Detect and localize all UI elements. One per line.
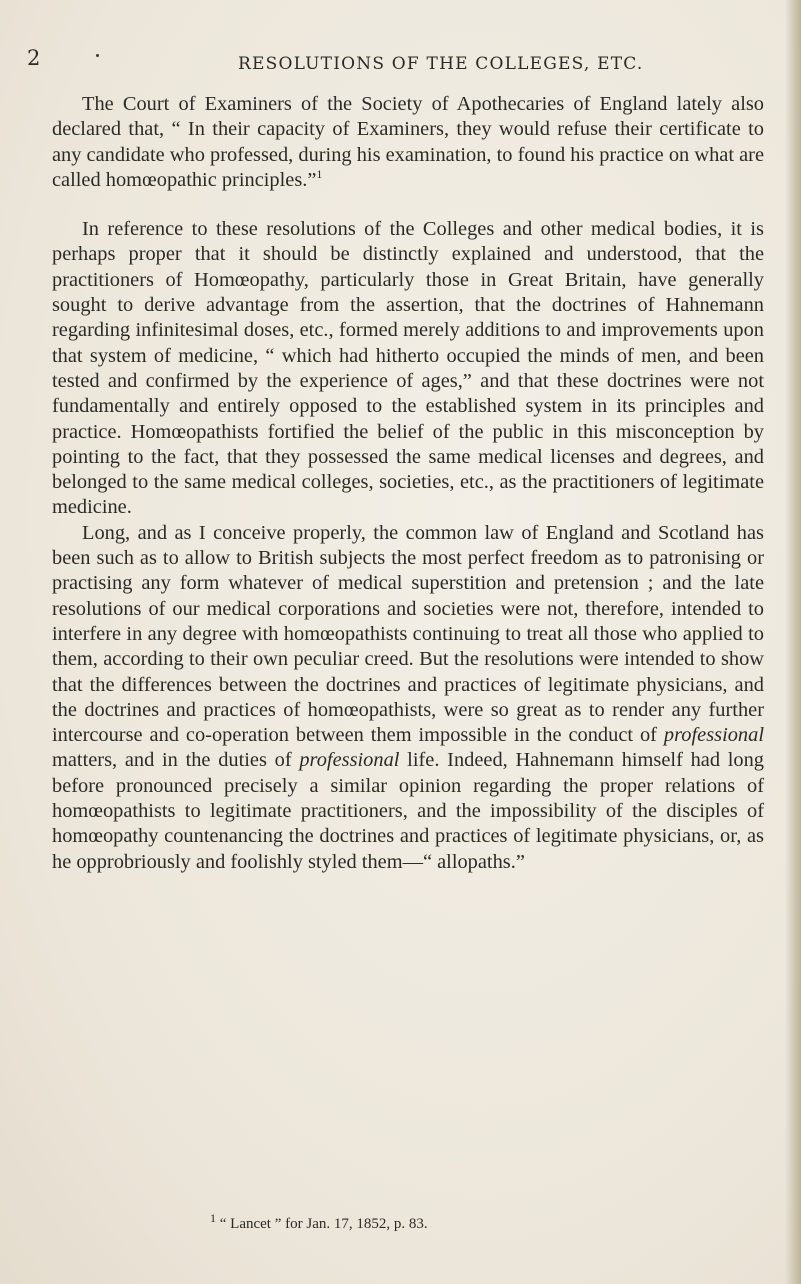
emphasis-professional: professional: [299, 749, 400, 772]
paragraph-resolutions: In reference to these resolutions of the Colleges and other medical bodies, it is perhaps proper that it should be distinctly explained and understood, that the practitioners of Homœopathy, particularly those in Great Britain, have generally sought to derive advantage from the assertion, that the doctrines of Hahnemann regarding infinitesimal doses, etc., formed merely additions to and improvements upon that system of medicine, “ which had hitherto occupied the minds of men, and been tested and confirmed by the experience of ages,” and that these doctrines were not fundamentally and entirely opposed to the established system in its principles and practice. Homœopathists fortified the belief of the public in this misconception by pointing to the fact, that they possessed the same medical licenses and degrees, and belonged to the same medical colleges, societies, etc., as the practitioners of legitimate medicine.: [52, 218, 764, 519]
page-number: 2: [27, 46, 41, 70]
footnote-text: “ Lancet ” for Jan. 17, 1852, p. 83.: [219, 1216, 428, 1232]
paragraph-text: matters, and in the duties of: [52, 749, 292, 772]
emphasis-professional: professional: [663, 724, 764, 747]
running-head: RESOLUTIONS OF THE COLLEGES, ETC.: [238, 54, 644, 74]
header-dot: [96, 54, 99, 57]
paragraph-common-law: [52, 521, 764, 875]
page-header: [0, 46, 801, 76]
paragraph-text: The Court of Examiners of the Society of Apothecaries of England lately also declared that, “ In their capacity of Examiners, they would refuse their certificate to any candidate who professed, during his examination, to found his practice on what are called homœopathic principles.”: [52, 93, 764, 191]
footnote-marker: 1: [316, 167, 323, 182]
paragraph-text: life. Indeed, Hahnemann himself had long before pronounced precisely a similar opinion regarding the proper relations of homœopathists to legitimate practitioners, and the impossibility of the disciples of homœopathy countenancing the doctrines and practices of legitimate physicians, or, as he opprobriously and foolishly styled them—“ allopaths.”: [52, 749, 764, 873]
paragraph-text: Long, and as I conceive properly, the common law of England and Scotland has been such as to allow to British subjects the most perfect freedom as to patronising or practising any form whatever of medical superstition and pretension ; and the late resolutions of our medical corporations and societies were not, therefore, intended to interfere in any degree with homœopathists continuing to treat all those who applied to them, according to their own peculiar creed. But the resolutions were intended to show that the differences between the doctrines and practices of legitimate physicians, and the doctrines and practices of homœopathists, were so great as to render any further intercourse and co-operation between them impossible in the conduct of: [52, 521, 764, 747]
paragraph-apothecaries: [52, 92, 764, 193]
footnote-number: 1: [210, 1211, 216, 1225]
page-edge-shadow: [785, 0, 801, 1284]
footnote: [210, 1211, 428, 1233]
body-text: [52, 92, 764, 875]
